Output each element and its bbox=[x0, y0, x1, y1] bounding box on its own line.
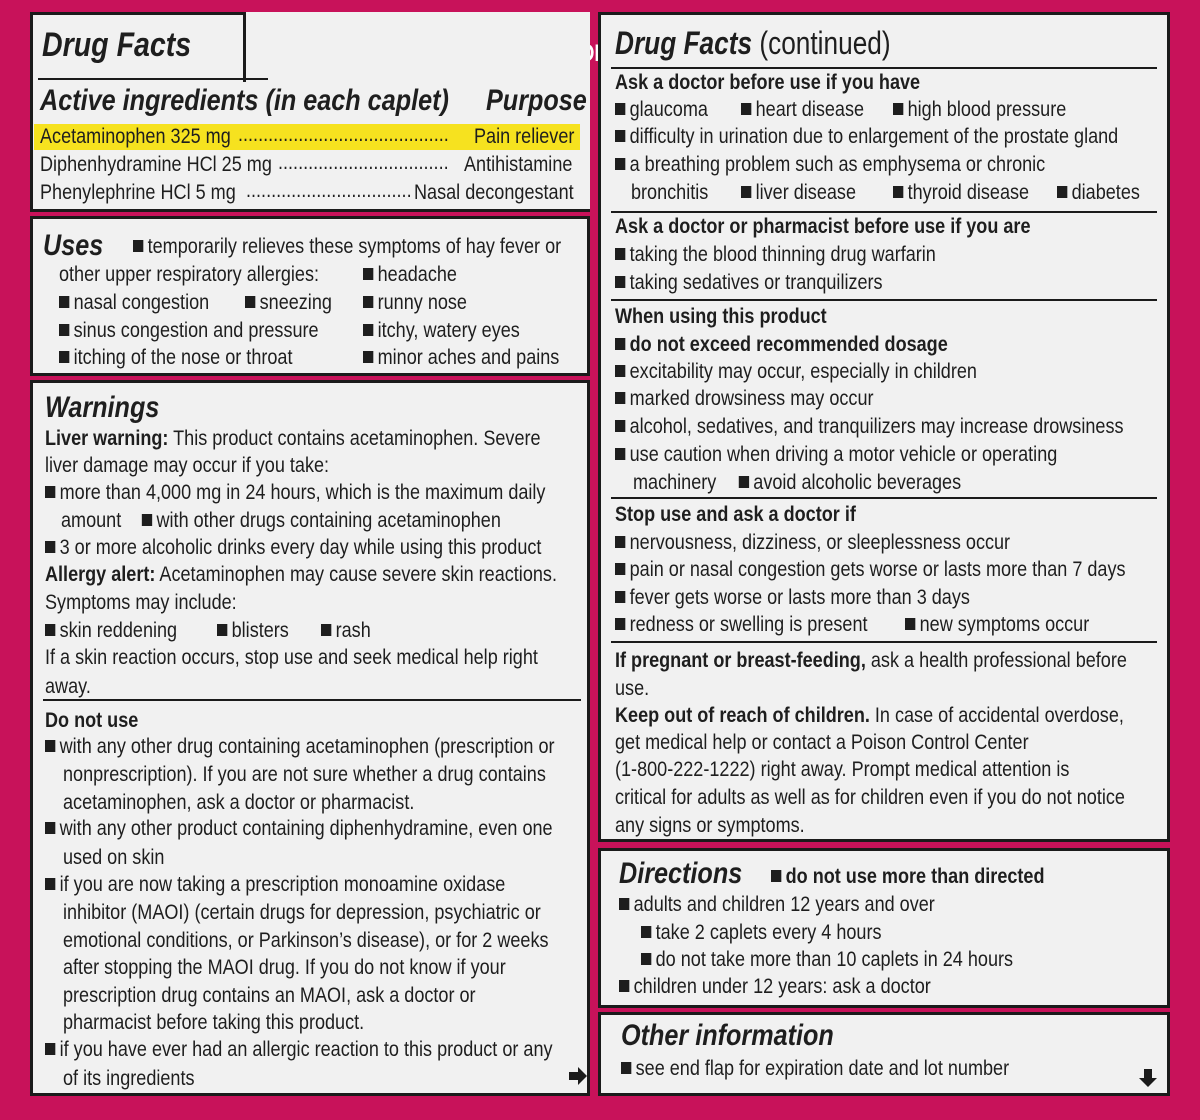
symptom-1: skin reddening bbox=[59, 619, 178, 642]
bullet-icon bbox=[245, 296, 255, 308]
bullet-icon bbox=[615, 276, 625, 288]
directions-item: children under 12 years: ask a doctor bbox=[633, 975, 931, 998]
bullet-icon bbox=[615, 448, 625, 460]
bullet-icon bbox=[615, 591, 625, 603]
do-not-use-4: if you have ever had an allergic reaction to this product or any bbox=[59, 1038, 553, 1061]
ask-doctor-item: diabetes bbox=[1071, 181, 1140, 204]
when-using-item: machinery bbox=[633, 471, 717, 494]
purpose-heading: Purpose bbox=[486, 84, 587, 117]
pregnant-text-2: use. bbox=[615, 677, 650, 700]
bullet-icon bbox=[641, 926, 651, 938]
do-not-use-3b: inhibitor (MAOI) (certain drugs for depression, psychiatric or bbox=[63, 901, 541, 924]
arrow-right-icon bbox=[569, 1067, 587, 1085]
liver-warning-text: This product contains acetaminophen. Severe bbox=[168, 427, 541, 450]
skin-reaction-text-2: away. bbox=[45, 675, 91, 698]
warnings-title: Warnings bbox=[45, 391, 160, 424]
directions-item: do not take more than 10 caplets in 24 hours bbox=[655, 948, 1014, 971]
bullet-icon bbox=[621, 1062, 631, 1074]
bullet-icon bbox=[619, 898, 629, 910]
do-not-use-3f: pharmacist before taking this product. bbox=[63, 1011, 365, 1034]
ingredient-3-dots: ................................. bbox=[246, 179, 412, 202]
ask-doctor-item: difficulty in urination due to enlargement of the prostate gland bbox=[629, 125, 1119, 148]
directions-item: take 2 caplets every 4 hours bbox=[655, 921, 882, 944]
bullet-icon bbox=[893, 186, 903, 198]
when-using-item: use caution when driving a motor vehicle or operating bbox=[629, 443, 1058, 466]
uses-item: sinus congestion and pressure bbox=[73, 319, 319, 342]
do-not-use-1b: nonprescription). If you are not sure whether a drug contains bbox=[63, 763, 546, 786]
ingredient-2-name: Diphenhydramine HCl 25 mg bbox=[40, 153, 272, 176]
uses-item: minor aches and pains bbox=[377, 346, 560, 369]
bullet-icon bbox=[771, 870, 781, 882]
uses-item: itching of the nose or throat bbox=[73, 346, 293, 369]
bullet-icon bbox=[615, 103, 625, 115]
when-using-item: marked drowsiness may occur bbox=[629, 387, 874, 410]
do-not-use-3c: emotional conditions, or Parkinson’s disease), or for 2 weeks bbox=[63, 929, 549, 952]
bullet-icon bbox=[893, 103, 903, 115]
bullet-icon bbox=[615, 392, 625, 404]
do-not-use-1c: acetaminophen, ask a doctor or pharmacist. bbox=[63, 791, 415, 814]
liver-warning-text-2: liver damage may occur if you take: bbox=[45, 454, 330, 477]
liver-warning-label: Liver warning: bbox=[45, 427, 169, 450]
other-info-title: Other information bbox=[621, 1019, 834, 1052]
bullet-icon bbox=[59, 324, 69, 336]
bullet-icon bbox=[615, 338, 625, 350]
continued-panel bbox=[598, 12, 1170, 842]
bullet-icon bbox=[615, 365, 625, 377]
keep-out-text-3: (1-800-222-1222) right away. Prompt medical attention is bbox=[615, 758, 1070, 781]
bullet-icon bbox=[45, 1043, 55, 1055]
do-not-use-2: with any other product containing diphenhydramine, even one bbox=[59, 817, 553, 840]
pregnant-text: ask a health professional before bbox=[865, 649, 1127, 672]
bullet-icon bbox=[217, 624, 227, 636]
liver-bullet-1b: amount bbox=[61, 509, 122, 532]
uses-panel bbox=[30, 216, 590, 376]
bullet-icon bbox=[45, 624, 55, 636]
keep-out-text-4: critical for adults as well as for children even if you do not notice bbox=[615, 786, 1125, 809]
other-info-panel bbox=[598, 1012, 1170, 1096]
stop-use-item: nervousness, dizziness, or sleeplessness occur bbox=[629, 531, 1011, 554]
bullet-icon bbox=[905, 618, 915, 630]
stop-use-item: pain or nasal congestion gets worse or lasts more than 7 days bbox=[629, 558, 1126, 581]
bullet-icon bbox=[739, 476, 749, 488]
liver-bullet-1c: with other drugs containing acetaminophen bbox=[156, 509, 501, 532]
keep-out-text-2: get medical help or contact a Poison Control Center bbox=[615, 731, 1029, 754]
ingredient-1-purpose: Pain reliever bbox=[474, 125, 575, 148]
bullet-icon bbox=[45, 541, 55, 553]
stop-use-item: new symptoms occur bbox=[919, 613, 1090, 636]
bullet-icon bbox=[615, 248, 625, 260]
bullet-icon bbox=[741, 103, 751, 115]
bullet-icon bbox=[59, 351, 69, 363]
bullet-icon bbox=[615, 563, 625, 575]
allergy-alert-label: Allergy alert: bbox=[45, 563, 156, 586]
uses-item: headache bbox=[377, 263, 457, 286]
uses-intro-1: temporarily relieves these symptoms of hay fever or bbox=[147, 235, 562, 258]
bullet-icon bbox=[363, 296, 373, 308]
uses-item: nasal congestion bbox=[73, 291, 210, 314]
uses-item: itchy, watery eyes bbox=[377, 319, 520, 342]
directions-title: Directions bbox=[619, 857, 743, 890]
do-not-use-3d: after stopping the MAOI drug. If you do not know if your bbox=[63, 956, 506, 979]
bullet-icon bbox=[1057, 186, 1067, 198]
continued-title: Drug Facts bbox=[615, 25, 753, 61]
ingredient-1-name: Acetaminophen 325 mg bbox=[40, 125, 231, 148]
allergy-alert-text: Acetaminophen may cause severe skin reactions. bbox=[155, 563, 557, 586]
keep-out-label: Keep out of reach of children. bbox=[615, 704, 870, 727]
ingredient-2-purpose: Antihistamine bbox=[464, 153, 573, 176]
liver-bullet-1: more than 4,000 mg in 24 hours, which is the maximum daily bbox=[59, 481, 546, 504]
keep-out-text: In case of accidental overdose, bbox=[869, 704, 1124, 727]
ask-pharmacist-item: taking sedatives or tranquilizers bbox=[629, 271, 883, 294]
warnings-panel bbox=[30, 380, 590, 1096]
drug-facts-title: Drug Facts bbox=[42, 26, 192, 64]
ingredient-2-dots: .................................. bbox=[278, 151, 449, 174]
bullet-icon bbox=[615, 618, 625, 630]
do-not-use-2b: used on skin bbox=[63, 846, 165, 869]
uses-item: sneezing bbox=[259, 291, 332, 314]
ask-doctor-item: thyroid disease bbox=[907, 181, 1030, 204]
keep-out-text-5: any signs or symptoms. bbox=[615, 814, 805, 837]
when-using-item: excitability may occur, especially in children bbox=[629, 360, 977, 383]
ask-doctor-item: glaucoma bbox=[629, 98, 708, 121]
bullet-icon bbox=[142, 514, 152, 526]
ask-doctor-title: Ask a doctor before use if you have bbox=[615, 71, 921, 94]
bullet-icon bbox=[615, 536, 625, 548]
bullet-icon bbox=[741, 186, 751, 198]
do-not-use-1: with any other drug containing acetaminophen (prescription or bbox=[59, 735, 555, 758]
active-ingredients-heading: Active ingredients (in each caplet) bbox=[40, 84, 449, 117]
other-info-item: see end flap for expiration date and lot number bbox=[635, 1057, 1010, 1080]
ask-doctor-item: high blood pressure bbox=[907, 98, 1067, 121]
ask-pharmacist-title: Ask a doctor or pharmacist before use if you are bbox=[615, 215, 1031, 238]
bullet-icon bbox=[321, 624, 331, 636]
do-not-use-4b: of its ingredients bbox=[63, 1067, 195, 1090]
ingredient-3-name: Phenylephrine HCl 5 mg bbox=[40, 181, 236, 204]
ask-pharmacist-item: taking the blood thinning drug warfarin bbox=[629, 243, 936, 266]
bullet-icon bbox=[45, 486, 55, 498]
uses-item: runny nose bbox=[377, 291, 467, 314]
when-using-title: When using this product bbox=[615, 305, 827, 328]
bullet-icon bbox=[615, 158, 625, 170]
ask-doctor-item: bronchitis bbox=[631, 181, 709, 204]
ask-doctor-item: liver disease bbox=[755, 181, 857, 204]
bullet-icon bbox=[59, 296, 69, 308]
bullet-icon bbox=[45, 740, 55, 752]
do-not-use-title: Do not use bbox=[45, 709, 139, 732]
directions-item: adults and children 12 years and over bbox=[633, 893, 935, 916]
bullet-icon bbox=[619, 980, 629, 992]
continued-suffix: (continued) bbox=[752, 25, 891, 61]
uses-title: Uses bbox=[43, 229, 104, 262]
bullet-icon bbox=[641, 953, 651, 965]
stop-use-item: redness or swelling is present bbox=[629, 613, 868, 636]
liver-bullet-2: 3 or more alcoholic drinks every day while using this product bbox=[59, 536, 542, 559]
directions-panel bbox=[598, 848, 1170, 1008]
pregnant-label: If pregnant or breast-feeding, bbox=[615, 649, 866, 672]
do-not-use-3: if you are now taking a prescription monoamine oxidase bbox=[59, 873, 506, 896]
bullet-icon bbox=[615, 130, 625, 142]
directions-item: do not use more than directed bbox=[785, 865, 1045, 888]
ask-doctor-item: heart disease bbox=[755, 98, 865, 121]
when-using-item: alcohol, sedatives, and tranquilizers may increase drowsiness bbox=[629, 415, 1124, 438]
bullet-icon bbox=[363, 268, 373, 280]
ingredient-1-dots: .......................................... bbox=[238, 123, 449, 146]
uses-intro-2: other upper respiratory allergies: bbox=[59, 263, 320, 286]
symptom-2: blisters bbox=[231, 619, 289, 642]
when-using-item: do not exceed recommended dosage bbox=[629, 333, 948, 356]
bullet-icon bbox=[45, 878, 55, 890]
bullet-icon bbox=[363, 324, 373, 336]
bullet-icon bbox=[45, 822, 55, 834]
do-not-use-3e: prescription drug contains an MAOI, ask a doctor or bbox=[63, 984, 476, 1007]
allergy-alert-text-2: Symptoms may include: bbox=[45, 591, 237, 614]
when-using-item: avoid alcoholic beverages bbox=[753, 471, 962, 494]
arrow-down-icon bbox=[1139, 1069, 1157, 1087]
symptom-3: rash bbox=[335, 619, 371, 642]
stop-use-title: Stop use and ask a doctor if bbox=[615, 503, 856, 526]
skin-reaction-text: If a skin reaction occurs, stop use and seek medical help right bbox=[45, 646, 538, 669]
bullet-icon bbox=[615, 420, 625, 432]
ask-doctor-item: a breathing problem such as emphysema or chronic bbox=[629, 153, 1046, 176]
ingredient-3-purpose: Nasal decongestant bbox=[414, 181, 574, 204]
bullet-icon bbox=[133, 240, 143, 252]
stop-use-item: fever gets worse or lasts more than 3 days bbox=[629, 586, 970, 609]
bullet-icon bbox=[363, 351, 373, 363]
